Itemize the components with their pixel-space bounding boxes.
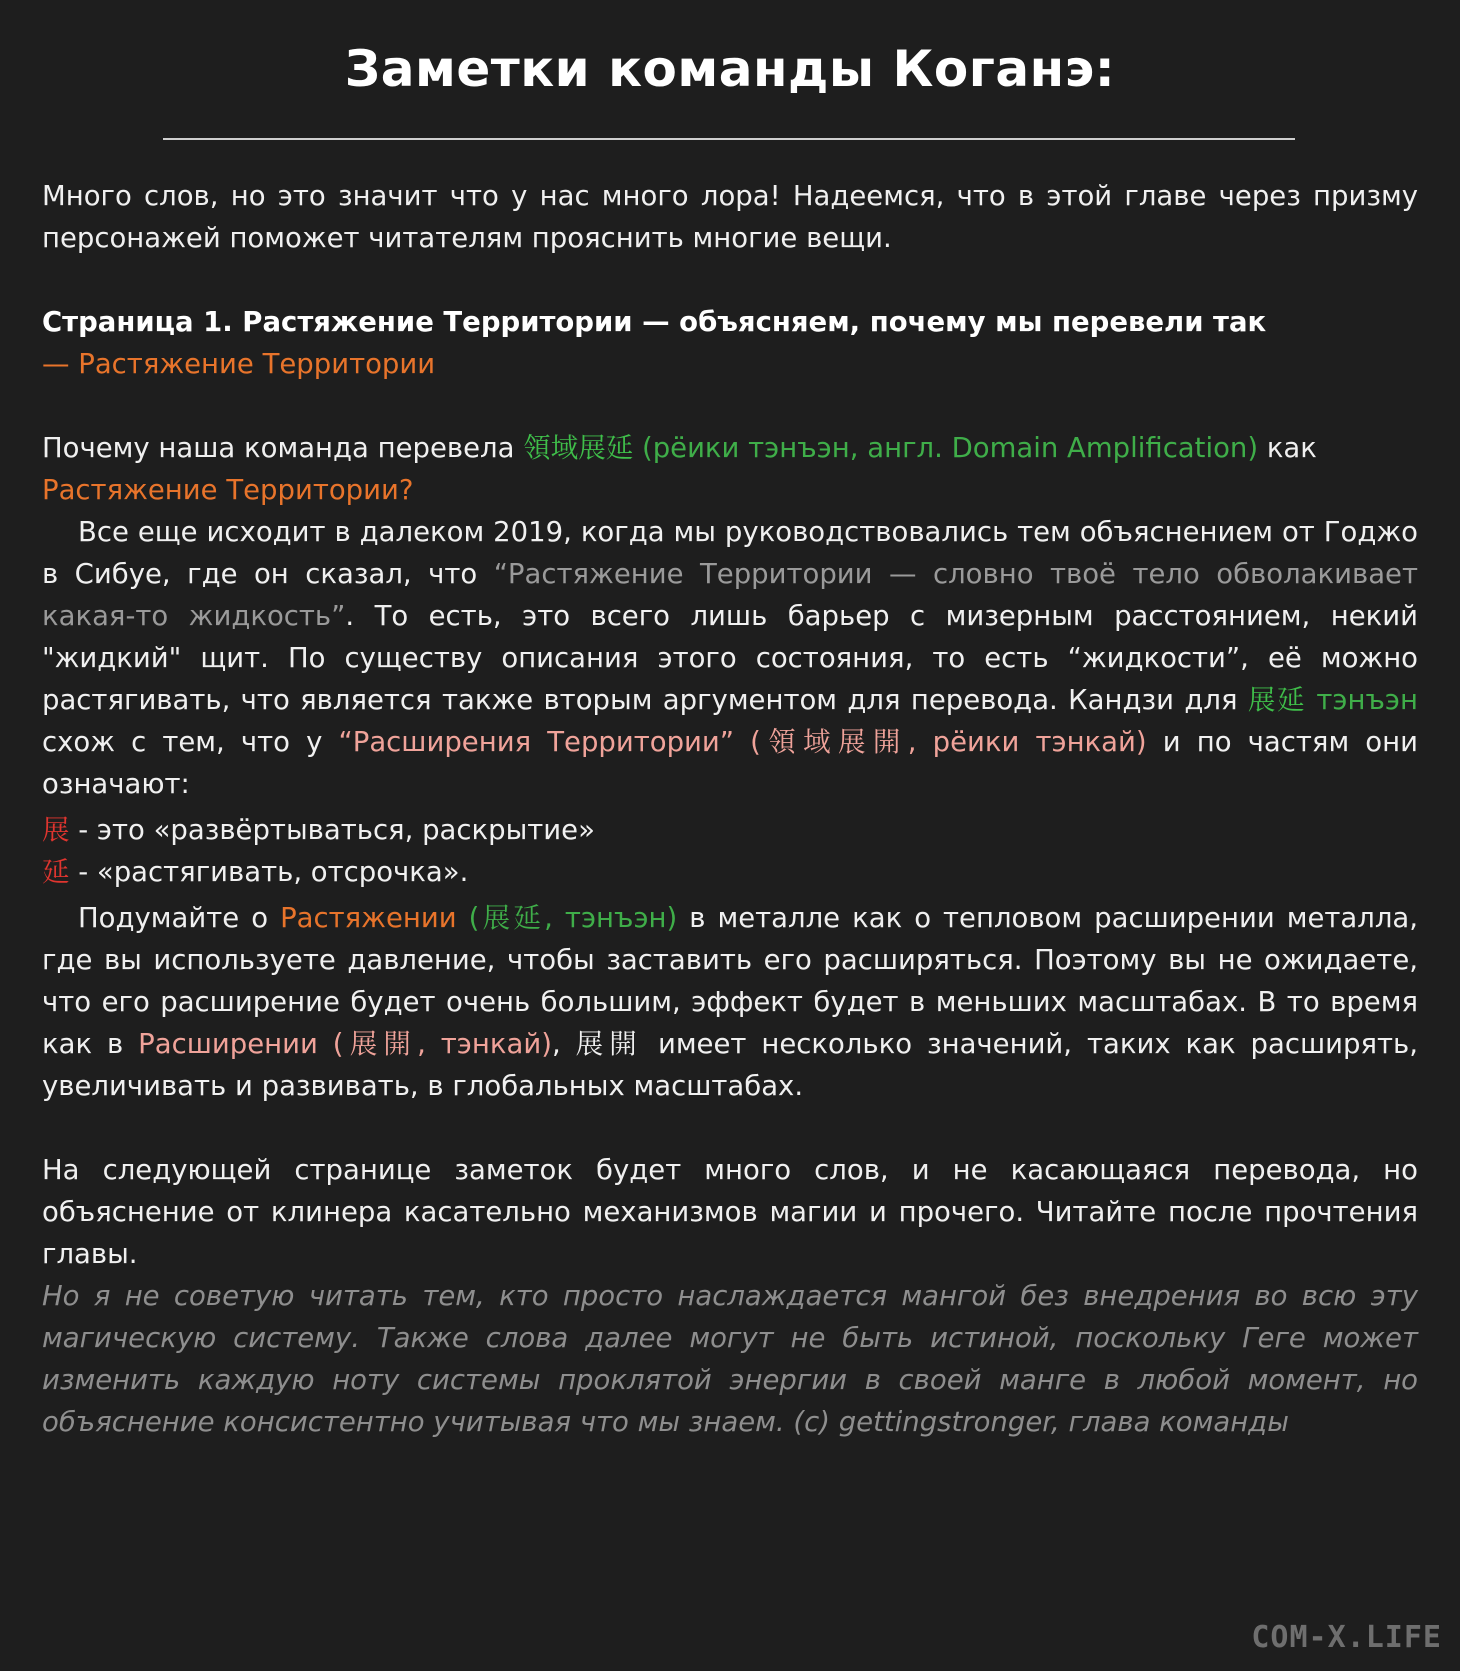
cleaner-note: Но я не советую читать тем, кто просто наслаждается мангой без внедрения во всю эту магическую систему. Также слова далее могут не быть истиной, поскольку Геге может изменить каждую ноту системы проклятой энергии в своей манге в любой момент, но объяснение консистентно учитывая что мы знаем. (с) gettingstronger, глава команды: [42, 1280, 1418, 1438]
expansion-term: Расширении (展開, тэнкай): [138, 1028, 552, 1060]
metal-text: Подумайте о: [78, 902, 281, 934]
explanation-paragraph: [42, 511, 1418, 805]
explanation-text-4: и по частям они означают:: [42, 726, 1418, 800]
spacer: [42, 1107, 1418, 1149]
spacer: [42, 259, 1418, 301]
question-term: Растяжение Территории?: [42, 474, 414, 506]
amplification-reading: (展延, тэнъэн): [456, 902, 678, 934]
list-item-kanji: 延: [42, 856, 70, 888]
explanation-text-3: схож с тем, что у: [42, 726, 339, 758]
list-item-text: - это «развёртываться, раскрытие»: [69, 814, 595, 846]
question-kanji: 領域展延: [523, 432, 634, 464]
question-reading: (рёики тэнъэн, англ. Domain Amplification): [633, 432, 1259, 464]
domain-expansion-term: “Расширения Территории” (領域展開, рёики тэнкай): [338, 726, 1147, 758]
metal-text-2: в металле как о тепловом расширении металла, где вы используете давление, чтобы заставить его расширяться. Поэтому вы не ожидаете, что его расширение будет очень большим, эффект будет в меньших масштабах. В то время как в: [42, 902, 1418, 1060]
list-item: [42, 809, 1418, 851]
next-page-paragraph: На следующей странице заметок будет много слов, и не касающаяся перевода, но объяснение от клинера касательно механизмов магии и прочего. Читайте после прочтения главы.: [42, 1154, 1418, 1270]
explanation-text-2: . То есть, это всего лишь барьер с мизерным расстоянием, некий "жидкий" щит. По существу описания этого состояния, то есть “жидкости”, её можно растягивать, что является также вторым аргументом для перевода. Кандзи для: [42, 600, 1418, 716]
list-item: [42, 851, 1418, 893]
gojo-quote: “Растяжение Территории — словно твоё тело обволакивает какая-то жидкость”: [42, 558, 1418, 632]
section-heading: [42, 301, 1418, 385]
list-item-kanji: 展: [42, 814, 70, 846]
amplification-term: Растяжении: [280, 902, 457, 934]
notes-content: [42, 175, 1418, 1443]
kanji-list: [42, 809, 1418, 893]
explanation-kanji: 展延: [1247, 684, 1307, 716]
metal-text-3: , 展開 имеет несколько значений, таких как расширять, увеличивать и развивать, в глобальных масштабах.: [42, 1028, 1418, 1102]
section-heading-term: — Растяжение Территории: [42, 348, 436, 380]
metal-paragraph: [42, 897, 1418, 1107]
question-text-2: как: [1258, 432, 1317, 464]
title-divider: [163, 138, 1295, 140]
question-paragraph: [42, 427, 1418, 511]
site-watermark: COM-X.LIFE: [1251, 1620, 1442, 1655]
explanation-reading: тэнъэн: [1306, 684, 1419, 716]
section-heading-bold: Страница 1. Растяжение Территории — объясняем, почему мы перевели так: [42, 306, 1267, 338]
explanation-text: Все еще исходит в далеком 2019, когда мы руководствовались тем объяснением от Годжо в Сибуе, где он сказал, что: [42, 516, 1418, 590]
spacer: [42, 385, 1418, 427]
list-item-text: - «растягивать, отсрочка».: [69, 856, 469, 888]
page-title: Заметки команды Коганэ:: [344, 40, 1116, 98]
question-text: Почему наша команда перевела: [42, 432, 524, 464]
intro-paragraph: Много слов, но это значит что у нас много лора! Надеемся, что в этой главе через призму персонажей поможет читателям прояснить многие вещи.: [42, 180, 1418, 254]
